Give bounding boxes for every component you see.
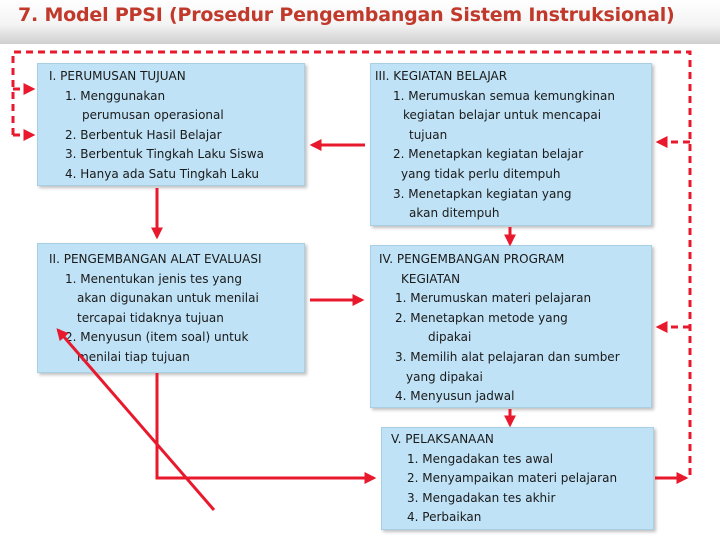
- box-line: 3. Memilih alat pelajaran dan sumber: [395, 349, 620, 364]
- arrow-diagonal-box-2-to-box-1: [58, 330, 214, 510]
- box-line: menilai tiap tujuan: [77, 349, 190, 364]
- box-line: tujuan: [409, 127, 448, 142]
- box-line: 2. Menetapkan kegiatan belajar: [393, 147, 584, 162]
- box-heading: III. KEGIATAN BELAJAR: [375, 69, 508, 83]
- box-line: 1. Menggunakan: [65, 88, 166, 103]
- box-heading: I. PERUMUSAN TUJUAN: [49, 69, 186, 83]
- page-title: 7. Model PPSI (Prosedur Pengembangan Sistem Instruksional): [18, 4, 675, 26]
- arrow-box-2-to-box-5: [157, 373, 374, 478]
- feedback-loop-dashed: [13, 52, 690, 478]
- box-heading: IV. PENGEMBANGAN PROGRAM: [379, 252, 565, 266]
- box-line: 2. Berbentuk Hasil Belajar: [65, 127, 222, 142]
- box-line: KEGIATAN: [401, 271, 461, 286]
- box-line: 3. Menetapkan kegiatan yang: [393, 186, 572, 201]
- box-line: perumusan operasional: [82, 108, 224, 123]
- box-line: 2. Menyampaikan materi pelajaran: [407, 471, 618, 486]
- box-line: 1. Merumuskan semua kemungkinan: [393, 88, 615, 103]
- box-line: 4. Menyusun jadwal: [395, 389, 515, 404]
- box-line: 1. Mengadakan tes awal: [407, 451, 554, 466]
- box-line: 1. Menentukan jenis tes yang: [65, 271, 242, 286]
- box-line: kegiatan belajar untuk mencapai: [403, 108, 602, 123]
- box-line: 2. Menetapkan metode yang: [395, 310, 568, 325]
- box-line: 3. Berbentuk Tingkah Laku Siswa: [65, 147, 264, 162]
- box-line: akan ditempuh: [409, 206, 500, 221]
- box-line: 4. Perbaikan: [407, 510, 482, 525]
- box-line: yang tidak perlu ditempuh: [401, 166, 561, 181]
- box-heading: V. PELAKSANAAN: [391, 432, 494, 446]
- box-line: akan digunakan untuk menilai: [77, 291, 259, 306]
- box-line: 4. Hanya ada Satu Tingkah Laku: [65, 166, 260, 181]
- box-line: 1. Merumuskan materi pelajaran: [395, 291, 592, 306]
- box-heading: II. PENGEMBANGAN ALAT EVALUASI: [49, 252, 262, 266]
- box-line: yang dipakai: [406, 369, 483, 384]
- box-line: 2. Menyusun (item soal) untuk: [65, 330, 249, 345]
- box-line: tercapai tidaknya tujuan: [77, 310, 224, 325]
- box-line: 3. Mengadakan tes akhir: [407, 490, 556, 505]
- box-line: dipakai: [428, 330, 472, 345]
